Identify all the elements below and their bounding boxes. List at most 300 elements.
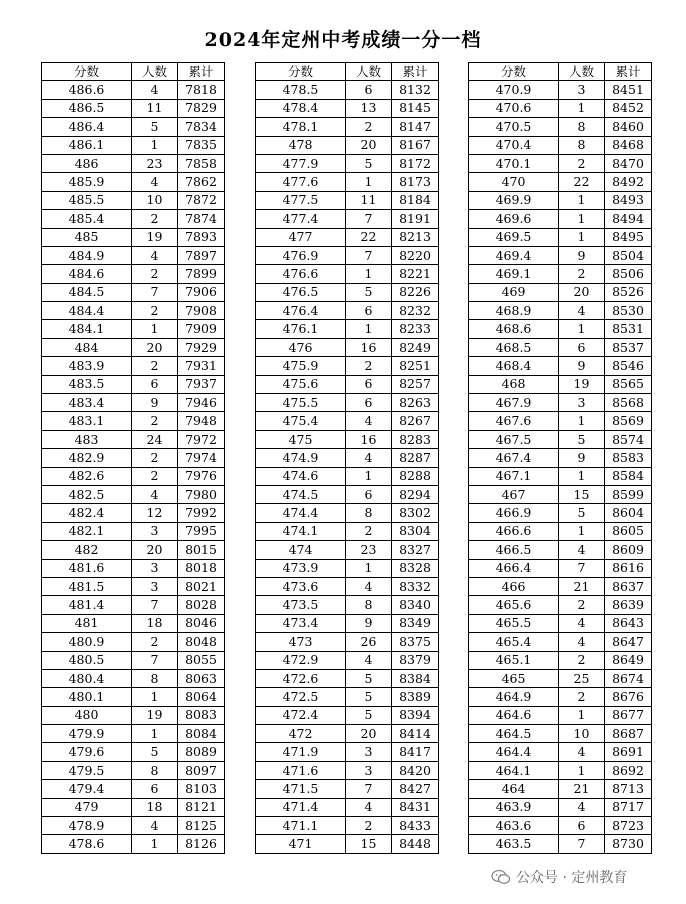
table-row xyxy=(469,228,652,246)
table-row xyxy=(256,780,439,798)
table-row xyxy=(469,651,652,669)
cumulative-cell: 7972 xyxy=(178,430,225,448)
count-cell: 5 xyxy=(346,154,392,172)
score-cell: 475 xyxy=(256,430,346,448)
score-cell: 475.9 xyxy=(256,357,346,375)
cumulative-cell: 8046 xyxy=(178,614,225,632)
score-cell: 486.1 xyxy=(42,136,132,154)
score-cell: 477.6 xyxy=(256,173,346,191)
score-cell: 469.1 xyxy=(469,265,559,283)
score-cell: 485.5 xyxy=(42,191,132,209)
score-cell: 480.5 xyxy=(42,651,132,669)
count-cell: 2 xyxy=(559,154,605,172)
table-row xyxy=(469,559,652,577)
cumulative-cell: 8349 xyxy=(392,614,439,632)
count-cell: 10 xyxy=(132,191,178,209)
score-cell: 479.5 xyxy=(42,761,132,779)
cumulative-cell: 8089 xyxy=(178,743,225,761)
table-row xyxy=(42,541,225,559)
table-body xyxy=(469,81,652,853)
count-cell: 19 xyxy=(132,228,178,246)
cumulative-cell: 8232 xyxy=(392,302,439,320)
score-cell: 471.4 xyxy=(256,798,346,816)
table-row xyxy=(42,228,225,246)
header-score: 分数 xyxy=(256,63,346,81)
count-cell: 5 xyxy=(132,118,178,136)
cumulative-cell: 8414 xyxy=(392,725,439,743)
score-cell: 469.4 xyxy=(469,246,559,264)
table-row xyxy=(256,357,439,375)
count-cell: 23 xyxy=(132,154,178,172)
count-cell: 13 xyxy=(346,99,392,117)
count-cell: 4 xyxy=(132,817,178,835)
count-cell: 3 xyxy=(559,394,605,412)
score-cell: 481.4 xyxy=(42,596,132,614)
cumulative-cell: 8495 xyxy=(605,228,652,246)
cumulative-cell: 8375 xyxy=(392,633,439,651)
cumulative-cell: 8717 xyxy=(605,798,652,816)
count-cell: 2 xyxy=(132,357,178,375)
count-cell: 3 xyxy=(132,522,178,540)
table-row xyxy=(256,467,439,485)
cumulative-cell: 7976 xyxy=(178,467,225,485)
score-cell: 468.6 xyxy=(469,320,559,338)
score-cell: 467.6 xyxy=(469,412,559,430)
cumulative-cell: 7908 xyxy=(178,302,225,320)
score-cell: 471.9 xyxy=(256,743,346,761)
count-cell: 4 xyxy=(132,485,178,503)
cumulative-cell: 8584 xyxy=(605,467,652,485)
table-row xyxy=(256,412,439,430)
table-row xyxy=(42,302,225,320)
table-row xyxy=(469,412,652,430)
count-cell: 18 xyxy=(132,798,178,816)
table-row xyxy=(42,265,225,283)
count-cell: 1 xyxy=(346,559,392,577)
score-cell: 464.1 xyxy=(469,761,559,779)
cumulative-cell: 8221 xyxy=(392,265,439,283)
cumulative-cell: 7818 xyxy=(178,81,225,99)
score-cell: 469.6 xyxy=(469,210,559,228)
cumulative-cell: 8649 xyxy=(605,651,652,669)
table-row xyxy=(469,191,652,209)
table-row xyxy=(469,725,652,743)
count-cell: 2 xyxy=(346,817,392,835)
count-cell: 20 xyxy=(346,136,392,154)
score-cell: 465 xyxy=(469,669,559,687)
cumulative-cell: 8687 xyxy=(605,725,652,743)
cumulative-cell: 7829 xyxy=(178,99,225,117)
count-cell: 4 xyxy=(559,633,605,651)
cumulative-cell: 7974 xyxy=(178,449,225,467)
cumulative-cell: 8599 xyxy=(605,485,652,503)
table-row xyxy=(256,246,439,264)
score-cell: 466.5 xyxy=(469,541,559,559)
cumulative-cell: 8302 xyxy=(392,504,439,522)
table-row xyxy=(256,81,439,99)
table-row xyxy=(42,780,225,798)
cumulative-cell: 8568 xyxy=(605,394,652,412)
count-cell: 4 xyxy=(132,173,178,191)
cumulative-cell: 7893 xyxy=(178,228,225,246)
score-cell: 465.5 xyxy=(469,614,559,632)
score-cell: 467.5 xyxy=(469,430,559,448)
count-cell: 21 xyxy=(559,780,605,798)
count-cell: 2 xyxy=(132,210,178,228)
cumulative-cell: 8493 xyxy=(605,191,652,209)
cumulative-cell: 7906 xyxy=(178,283,225,301)
cumulative-cell: 8283 xyxy=(392,430,439,448)
score-cell: 480 xyxy=(42,706,132,724)
score-cell: 483.4 xyxy=(42,394,132,412)
score-cell: 475.5 xyxy=(256,394,346,412)
cumulative-cell: 8055 xyxy=(178,651,225,669)
score-cell: 464.6 xyxy=(469,706,559,724)
header-score: 分数 xyxy=(42,63,132,81)
count-cell: 5 xyxy=(346,283,392,301)
cumulative-cell: 7835 xyxy=(178,136,225,154)
table-row xyxy=(256,485,439,503)
cumulative-cell: 8639 xyxy=(605,596,652,614)
cumulative-cell: 8097 xyxy=(178,761,225,779)
score-cell: 484.1 xyxy=(42,320,132,338)
table-row xyxy=(469,743,652,761)
cumulative-cell: 8384 xyxy=(392,669,439,687)
cumulative-cell: 8637 xyxy=(605,577,652,595)
score-cell: 467.4 xyxy=(469,449,559,467)
cumulative-cell: 8288 xyxy=(392,467,439,485)
count-cell: 12 xyxy=(132,504,178,522)
cumulative-cell: 8643 xyxy=(605,614,652,632)
table-row xyxy=(42,246,225,264)
table-header-row xyxy=(42,63,225,81)
table-row xyxy=(42,577,225,595)
count-cell: 8 xyxy=(346,596,392,614)
table-row xyxy=(256,651,439,669)
score-cell: 464.5 xyxy=(469,725,559,743)
count-cell: 9 xyxy=(559,357,605,375)
table-row xyxy=(42,430,225,448)
count-cell: 20 xyxy=(559,283,605,301)
score-cell: 474.4 xyxy=(256,504,346,522)
score-cell: 469.5 xyxy=(469,228,559,246)
table-row xyxy=(256,118,439,136)
score-cell: 471.6 xyxy=(256,761,346,779)
score-cell: 483.9 xyxy=(42,357,132,375)
score-cell: 466.6 xyxy=(469,522,559,540)
cumulative-cell: 7909 xyxy=(178,320,225,338)
score-cell: 466.9 xyxy=(469,504,559,522)
count-cell: 2 xyxy=(346,522,392,540)
table-row xyxy=(42,210,225,228)
score-cell: 481 xyxy=(42,614,132,632)
cumulative-cell: 7862 xyxy=(178,173,225,191)
table-row xyxy=(469,522,652,540)
cumulative-cell: 8172 xyxy=(392,154,439,172)
table-row xyxy=(42,596,225,614)
count-cell: 9 xyxy=(346,614,392,632)
count-cell: 8 xyxy=(559,118,605,136)
cumulative-cell: 7948 xyxy=(178,412,225,430)
table-row xyxy=(469,614,652,632)
count-cell: 4 xyxy=(559,743,605,761)
table-row xyxy=(42,338,225,356)
score-cell: 484 xyxy=(42,338,132,356)
table-body xyxy=(256,81,439,853)
score-cell: 477 xyxy=(256,228,346,246)
score-cell: 479.9 xyxy=(42,725,132,743)
table-row xyxy=(256,817,439,835)
cumulative-cell: 8184 xyxy=(392,191,439,209)
count-cell: 5 xyxy=(559,430,605,448)
count-cell: 9 xyxy=(559,246,605,264)
cumulative-cell: 8431 xyxy=(392,798,439,816)
count-cell: 6 xyxy=(559,338,605,356)
table-row xyxy=(469,596,652,614)
score-cell: 470.5 xyxy=(469,118,559,136)
table-row xyxy=(42,633,225,651)
score-cell: 477.5 xyxy=(256,191,346,209)
cumulative-cell: 8233 xyxy=(392,320,439,338)
score-cell: 480.1 xyxy=(42,688,132,706)
count-cell: 7 xyxy=(132,651,178,669)
table-row xyxy=(42,688,225,706)
cumulative-cell: 8340 xyxy=(392,596,439,614)
cumulative-cell: 8226 xyxy=(392,283,439,301)
table-row xyxy=(42,835,225,853)
score-cell: 468.4 xyxy=(469,357,559,375)
score-cell: 482.6 xyxy=(42,467,132,485)
score-cell: 473.4 xyxy=(256,614,346,632)
count-cell: 4 xyxy=(559,798,605,816)
score-cell: 474.1 xyxy=(256,522,346,540)
score-cell: 473 xyxy=(256,633,346,651)
cumulative-cell: 8492 xyxy=(605,173,652,191)
count-cell: 1 xyxy=(559,522,605,540)
table-row xyxy=(256,614,439,632)
cumulative-cell: 8132 xyxy=(392,81,439,99)
table-row xyxy=(256,541,439,559)
table-row xyxy=(469,688,652,706)
count-cell: 1 xyxy=(559,467,605,485)
count-cell: 1 xyxy=(132,320,178,338)
score-cell: 466.4 xyxy=(469,559,559,577)
cumulative-cell: 8084 xyxy=(178,725,225,743)
table-row xyxy=(42,504,225,522)
count-cell: 2 xyxy=(132,467,178,485)
count-cell: 1 xyxy=(559,191,605,209)
cumulative-cell: 8220 xyxy=(392,246,439,264)
cumulative-cell: 8064 xyxy=(178,688,225,706)
score-cell: 464.9 xyxy=(469,688,559,706)
table-row xyxy=(469,835,652,853)
table-header-row xyxy=(469,63,652,81)
table-row xyxy=(256,835,439,853)
score-cell: 479.6 xyxy=(42,743,132,761)
table-row xyxy=(42,485,225,503)
header-score: 分数 xyxy=(469,63,559,81)
table-row xyxy=(42,817,225,835)
count-cell: 1 xyxy=(346,173,392,191)
score-cell: 482.5 xyxy=(42,485,132,503)
cumulative-cell: 8713 xyxy=(605,780,652,798)
table-row xyxy=(256,394,439,412)
cumulative-cell: 8018 xyxy=(178,559,225,577)
table-row xyxy=(42,522,225,540)
table-row xyxy=(469,485,652,503)
count-cell: 4 xyxy=(346,412,392,430)
cumulative-cell: 8257 xyxy=(392,375,439,393)
count-cell: 7 xyxy=(346,246,392,264)
table-row xyxy=(469,81,652,99)
table-row xyxy=(469,798,652,816)
score-cell: 471.1 xyxy=(256,817,346,835)
count-cell: 1 xyxy=(559,706,605,724)
cumulative-cell: 8616 xyxy=(605,559,652,577)
count-cell: 10 xyxy=(559,725,605,743)
table-row xyxy=(469,449,652,467)
cumulative-cell: 8021 xyxy=(178,577,225,595)
count-cell: 1 xyxy=(559,210,605,228)
table-row xyxy=(469,504,652,522)
cumulative-cell: 8083 xyxy=(178,706,225,724)
count-cell: 2 xyxy=(559,265,605,283)
score-cell: 473.5 xyxy=(256,596,346,614)
cumulative-cell: 7834 xyxy=(178,118,225,136)
cumulative-cell: 8531 xyxy=(605,320,652,338)
count-cell: 20 xyxy=(132,541,178,559)
cumulative-cell: 8294 xyxy=(392,485,439,503)
count-cell: 15 xyxy=(346,835,392,853)
cumulative-cell: 8565 xyxy=(605,375,652,393)
score-cell: 467.1 xyxy=(469,467,559,485)
count-cell: 16 xyxy=(346,430,392,448)
score-cell: 483.5 xyxy=(42,375,132,393)
score-cell: 485 xyxy=(42,228,132,246)
count-cell: 6 xyxy=(346,485,392,503)
count-cell: 4 xyxy=(132,81,178,99)
score-cell: 473.6 xyxy=(256,577,346,595)
cumulative-cell: 8173 xyxy=(392,173,439,191)
table-row xyxy=(42,706,225,724)
cumulative-cell: 8530 xyxy=(605,302,652,320)
count-cell: 3 xyxy=(559,81,605,99)
table-row xyxy=(256,688,439,706)
cumulative-cell: 8526 xyxy=(605,283,652,301)
score-table-2 xyxy=(255,62,439,854)
count-cell: 7 xyxy=(132,283,178,301)
score-cell: 468.9 xyxy=(469,302,559,320)
table-row xyxy=(256,375,439,393)
cumulative-cell: 8191 xyxy=(392,210,439,228)
score-cell: 486.6 xyxy=(42,81,132,99)
page-title: 2024年定州中考成绩一分一档 xyxy=(204,29,482,51)
score-cell: 471.5 xyxy=(256,780,346,798)
cumulative-cell: 7946 xyxy=(178,394,225,412)
score-cell: 463.9 xyxy=(469,798,559,816)
count-cell: 3 xyxy=(346,743,392,761)
count-cell: 2 xyxy=(132,449,178,467)
score-cell: 480.9 xyxy=(42,633,132,651)
cumulative-cell: 8730 xyxy=(605,835,652,853)
cumulative-cell: 7874 xyxy=(178,210,225,228)
count-cell: 1 xyxy=(559,320,605,338)
count-cell: 3 xyxy=(346,761,392,779)
cumulative-cell: 8249 xyxy=(392,338,439,356)
count-cell: 2 xyxy=(559,651,605,669)
count-cell: 1 xyxy=(346,467,392,485)
score-cell: 478 xyxy=(256,136,346,154)
count-cell: 19 xyxy=(132,706,178,724)
table-row xyxy=(256,798,439,816)
score-cell: 476.5 xyxy=(256,283,346,301)
score-cell: 474.9 xyxy=(256,449,346,467)
count-cell: 4 xyxy=(559,614,605,632)
table-row xyxy=(469,154,652,172)
table-row xyxy=(256,191,439,209)
cumulative-cell: 8460 xyxy=(605,118,652,136)
cumulative-cell: 8677 xyxy=(605,706,652,724)
cumulative-cell: 7931 xyxy=(178,357,225,375)
table-row xyxy=(42,651,225,669)
score-cell: 468 xyxy=(469,375,559,393)
count-cell: 8 xyxy=(346,504,392,522)
table-row xyxy=(256,725,439,743)
cumulative-cell: 8063 xyxy=(178,669,225,687)
table-row xyxy=(42,761,225,779)
count-cell: 2 xyxy=(346,118,392,136)
cumulative-cell: 8263 xyxy=(392,394,439,412)
table-row xyxy=(42,99,225,117)
score-cell: 474 xyxy=(256,541,346,559)
cumulative-cell: 8389 xyxy=(392,688,439,706)
cumulative-cell: 8537 xyxy=(605,338,652,356)
score-cell: 474.5 xyxy=(256,485,346,503)
count-cell: 4 xyxy=(346,577,392,595)
cumulative-cell: 8015 xyxy=(178,541,225,559)
count-cell: 25 xyxy=(559,669,605,687)
score-cell: 484.5 xyxy=(42,283,132,301)
cumulative-cell: 8379 xyxy=(392,651,439,669)
count-cell: 2 xyxy=(346,357,392,375)
count-cell: 15 xyxy=(559,485,605,503)
cumulative-cell: 8604 xyxy=(605,504,652,522)
table-row xyxy=(256,596,439,614)
score-cell: 478.1 xyxy=(256,118,346,136)
table-row xyxy=(256,449,439,467)
table-row xyxy=(469,136,652,154)
table-row xyxy=(42,798,225,816)
score-cell: 486.4 xyxy=(42,118,132,136)
cumulative-cell: 8328 xyxy=(392,559,439,577)
count-cell: 21 xyxy=(559,577,605,595)
count-cell: 19 xyxy=(559,375,605,393)
count-cell: 8 xyxy=(559,136,605,154)
table-row xyxy=(256,210,439,228)
header-count: 人数 xyxy=(346,63,392,81)
cumulative-cell: 7858 xyxy=(178,154,225,172)
table-row xyxy=(469,669,652,687)
score-cell: 468.5 xyxy=(469,338,559,356)
cumulative-cell: 8647 xyxy=(605,633,652,651)
count-cell: 6 xyxy=(346,302,392,320)
watermark xyxy=(487,866,631,888)
score-cell: 478.5 xyxy=(256,81,346,99)
score-cell: 463.5 xyxy=(469,835,559,853)
cumulative-cell: 8145 xyxy=(392,99,439,117)
table-row xyxy=(469,577,652,595)
score-cell: 470.4 xyxy=(469,136,559,154)
